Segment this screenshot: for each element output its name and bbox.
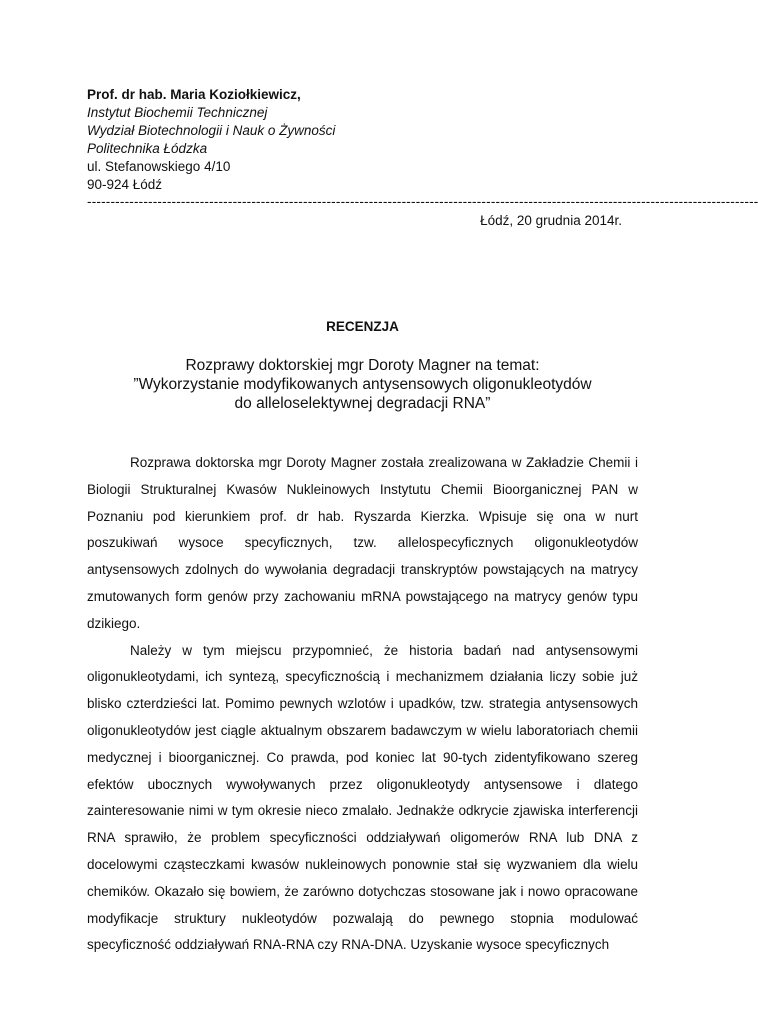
subject-line-2: ”Wykorzystanie modyfikowanych antysensowych oligonukleotydów [133,376,592,393]
body-paragraph-2: Należy w tym miejscu przypomnieć, że historia badań nad antysensowymi oligonukleotydami, ich syntezą, specyficznością i mechanizmem działania liczy sobie już blisko czterdzieści lat. Pomimo pewnych wzlotów i upadków, tzw. strategia antysensowych oligonukleotydów jest ciągle aktualnym obszarem badawczym w wielu laboratoriach chemii medycznej i bioorganicznej. Co prawda, pod koniec lat 90-tych zidentyfikowano szereg efektów ubocznych wywoływanych przez oligonukleotydy antysensowe i dlatego zainteresowanie nimi w tym okresie nieco zmalało. Jednakże odkrycie zjawiska interferencji RNA sprawiło, że problem specyficzności oddziaływań oligomerów RNA lub DNA z docelowymi cząsteczkami kwasów nukleinowych ponownie stał się wyzwaniem dla wielu chemików. Okazało się bowiem, że zarówno dotychczas stosowane jak i nowo opracowane modyfikacje struktury nukleotydów pozwalają do pewnego stopnia modulować specyficzność oddziaływań RNA-RNA czy RNA-DNA. Uzyskanie wysoce specyficznych [87,642,638,953]
body-paragraph-1: Rozprawa doktorska mgr Doroty Magner została zrealizowana w Zakładzie Chemii i Biologii Strukturalnej Kwasów Nukleinowych Instytutu Chemii Bioorganicznej PAN w Poznaniu pod kierunkiem prof. dr hab. Ryszarda Kierzka. Wpisuje się ona w nurt poszukiwań wysoce specyficznych, tzw. allelospecyficznych oligonukleotydów antysensowych zdolnych do wywołania degradacji transkryptów powstających na matrycy zmutowanych form genów przy zachowaniu mRNA powstającego na matrycy genów typu dzikiego. [87,455,638,631]
review-subject [87,356,638,413]
document-date: Łódź, 20 grudnia 2014r. [480,213,622,228]
subject-line-3: do alleloselektywnej degradacji RNA” [234,395,491,412]
postal-city: 90-924 Łódź [87,177,163,192]
author-name: Prof. dr hab. Maria Koziołkiewicz, [87,87,301,102]
document-title: RECENZJA [326,319,399,334]
subject-line-1: Rozprawy doktorskiej mgr Doroty Magner na temat: [185,357,540,374]
dashed-separator: ----------------------------------------------------------------------------------------------------------------------------------------------- [87,194,758,209]
street-address: ul. Stefanowskiego 4/10 [87,159,231,174]
review-body [87,450,638,959]
university-name: Politechnika Łódzka [87,141,208,156]
author-address-block [87,86,647,194]
faculty-name: Wydział Biotechnologii i Nauk o Żywności [87,123,336,138]
institute-name: Instytut Biochemii Technicznej [87,105,268,120]
